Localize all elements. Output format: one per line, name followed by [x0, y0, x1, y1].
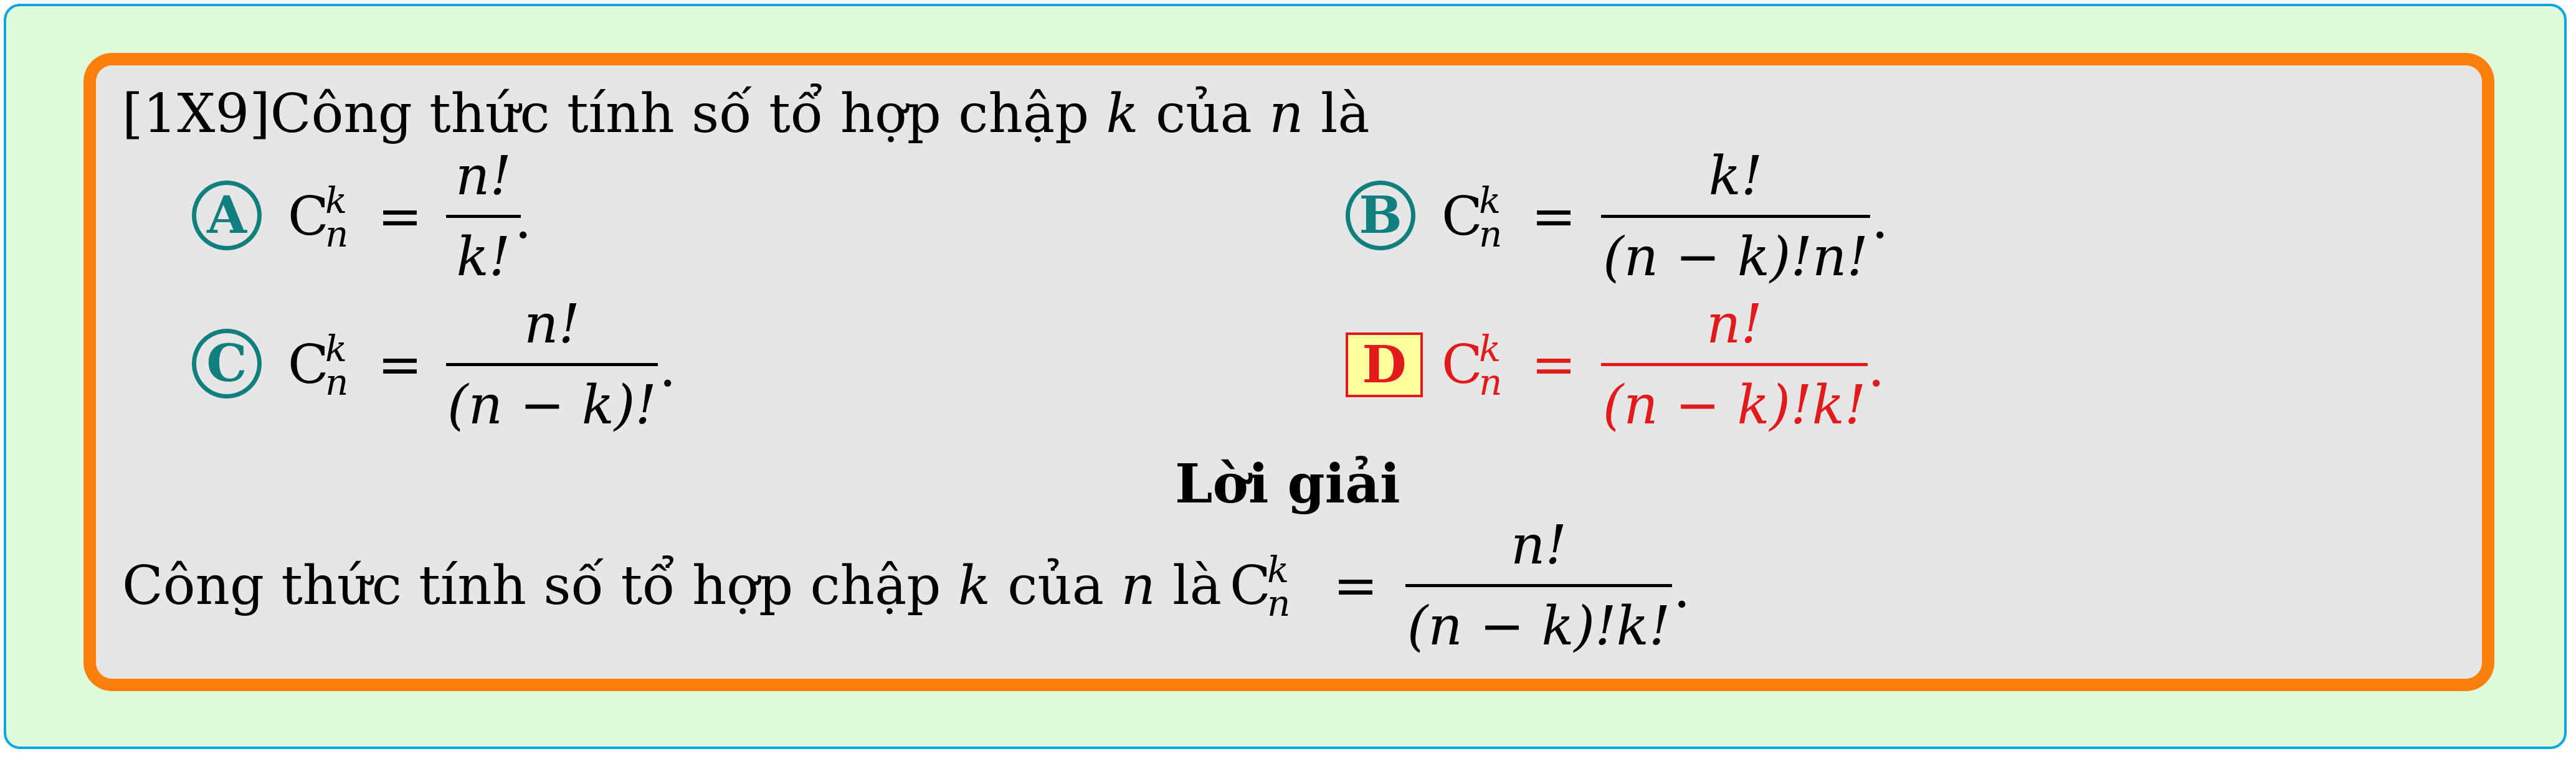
question-tag: [1X9] [122, 83, 270, 145]
option-d-fraction [1601, 293, 1868, 436]
option-c-numerator: n! [524, 293, 580, 356]
option-a-fraction-bar [446, 215, 521, 218]
option-d-numerator: n! [1706, 293, 1762, 356]
option-b-eq: = [1531, 186, 1577, 248]
option-b-lhs: C k n [1442, 179, 1503, 255]
option-a-lhs: C k n [288, 179, 349, 255]
solution-lhs: C k n [1230, 549, 1291, 625]
solution-title: Lời giải [1175, 453, 1400, 516]
option-c-denominator: (n − k)! [447, 374, 657, 436]
option-b-fraction [1601, 145, 1870, 288]
question-text-end: là [1320, 83, 1370, 145]
option-d-denominator: (n − k)!k! [1602, 374, 1866, 436]
solution-denominator: (n − k)!k! [1407, 595, 1671, 658]
option-a-numerator: n! [455, 145, 511, 207]
solution-text-mid: của [1007, 555, 1105, 617]
question-text-mid: của [1155, 83, 1252, 145]
solution-numerator: n! [1511, 514, 1567, 577]
option-a-denominator: k! [456, 226, 511, 288]
solution-var-n: n [1121, 555, 1156, 617]
solution-text: Công thức tính số tổ hợp chập [122, 555, 941, 617]
option-c-lhs: C k n [288, 328, 349, 403]
option-a-end: . [515, 189, 532, 251]
solution-fraction [1405, 514, 1672, 658]
option-c-end: . [659, 337, 677, 399]
option-a-marker[interactable]: A [192, 181, 262, 250]
option-b-numerator: k! [1708, 145, 1763, 207]
option-c-eq: = [378, 334, 423, 396]
option-b-marker[interactable]: B [1346, 181, 1415, 250]
question-text: Công thức tính số tổ hợp chập [270, 83, 1090, 145]
solution-fraction-bar [1405, 584, 1672, 587]
option-a-eq: = [378, 186, 423, 248]
solution-line [122, 555, 1222, 617]
question-line [122, 83, 1370, 145]
option-b-fraction-bar [1601, 215, 1870, 218]
option-d-end: . [1868, 337, 1885, 399]
option-a-fraction [446, 145, 521, 288]
solution-end: . [1673, 558, 1691, 620]
option-c-fraction-bar [446, 363, 658, 366]
question-var-k: k [1106, 83, 1139, 145]
option-c-marker[interactable]: C [192, 329, 262, 398]
option-b-end: . [1871, 189, 1889, 251]
option-d-fraction-bar [1601, 363, 1868, 366]
solution-eq: = [1333, 555, 1379, 617]
option-d-marker[interactable]: D [1346, 332, 1423, 397]
question-var-n: n [1269, 83, 1304, 145]
option-b-denominator: (n − k)!n! [1603, 226, 1868, 288]
option-d-lhs: C k n [1442, 328, 1503, 403]
solution-text-end: là [1172, 555, 1222, 617]
option-c-fraction [446, 293, 658, 436]
solution-var-k: k [958, 555, 991, 617]
option-d-eq: = [1531, 334, 1577, 396]
